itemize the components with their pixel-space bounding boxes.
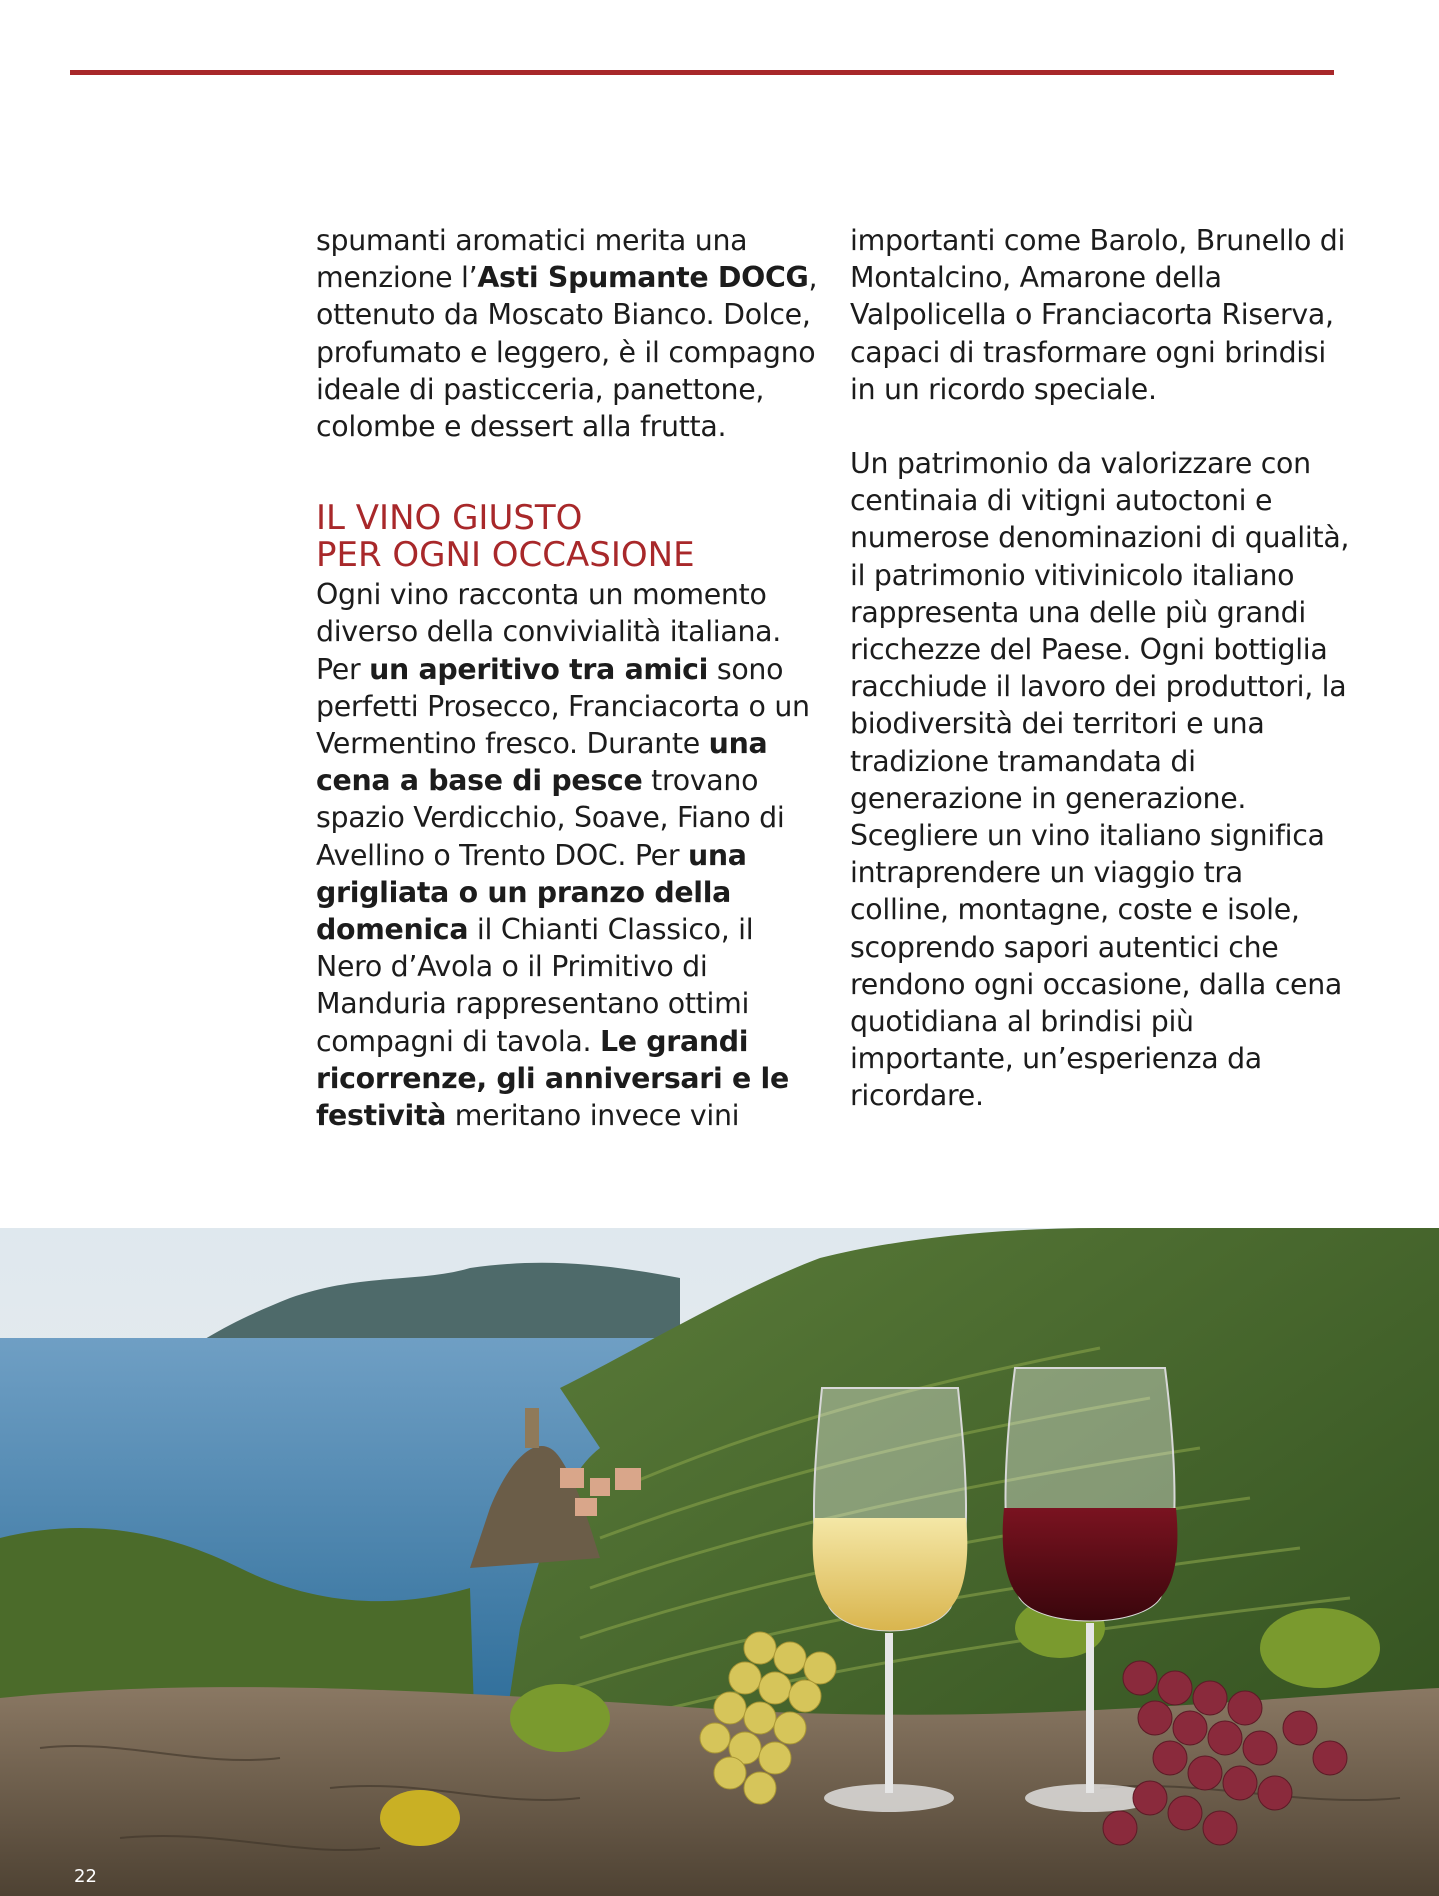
bold-text-run: un aperitivo tra amici xyxy=(369,652,709,686)
left-paragraph-1 xyxy=(316,222,826,445)
vineyard-coast-photo xyxy=(0,1228,1439,1896)
bold-text-run: Asti Spumante DOCG xyxy=(477,261,809,295)
heading-line-1: IL VINO GIUSTO xyxy=(316,498,583,539)
text-run: il Chianti Classico, il Nero d’Avola o il Primitivo di Manduria rappresentano ottimi compagni di tavola. xyxy=(316,913,754,1058)
text-run: trovano spazio Verdicchio, Soave, Fiano di Avellino o Trento DOC. Per xyxy=(316,764,785,872)
left-paragraph-2 xyxy=(316,576,826,1134)
text-run: , ottenuto da Moscato Bianco. Dolce, profumato e leggero, è il compagno ideale di pasticceria, panettone, colombe e dessert alla frutta. xyxy=(316,261,818,444)
left-text-column xyxy=(316,222,826,1134)
text-run: Ogni vino racconta un momento diverso della convivialità italiana. Per xyxy=(316,578,782,686)
right-paragraph-1: importanti come Barolo, Brunello di Montalcino, Amarone della Valpolicella o Franciacorta Riserva, capaci di trasformare ogni brindisi in un ricordo speciale. xyxy=(850,224,1346,406)
text-run: spumanti aromatici merita una menzione l’ xyxy=(316,224,748,295)
bold-text-run: Le grandi ricorrenze, gli anniversari e le festività xyxy=(316,1024,789,1133)
heading-line-2: PER OGNI OCCASIONE xyxy=(316,535,695,576)
section-heading xyxy=(316,500,826,574)
page-number: 22 xyxy=(74,1866,97,1887)
text-run: sono perfetti Prosecco, Franciacorta o un Vermentino fresco. Durante xyxy=(316,652,810,761)
top-accent-rule xyxy=(70,70,1334,75)
right-text-column xyxy=(850,222,1350,1115)
bold-text-run: una grigliata o un pranzo della domenica xyxy=(316,838,747,947)
bold-text-run: una cena a base di pesce xyxy=(316,727,768,798)
text-run: meritano invece vini xyxy=(446,1099,740,1133)
right-paragraph-2: Un patrimonio da valorizzare con centinaia di vitigni autoctoni e numerose denominazioni di qualità, il patrimonio vitivinicolo italiano rappresenta una delle più grandi ricchezze del Paese. Ogni bottiglia racchiude il lavoro dei produttori, la biodiversità dei territori e una tradizione tramandata di generazione in generazione. Scegliere un vino italiano significa intraprendere un viaggio tra colline, montagne, coste e isole, scoprendo sapori autentici che rendono ogni occasione, dalla cena quotidiana al brindisi più importante, un’esperienza da ricordare. xyxy=(850,447,1350,1113)
